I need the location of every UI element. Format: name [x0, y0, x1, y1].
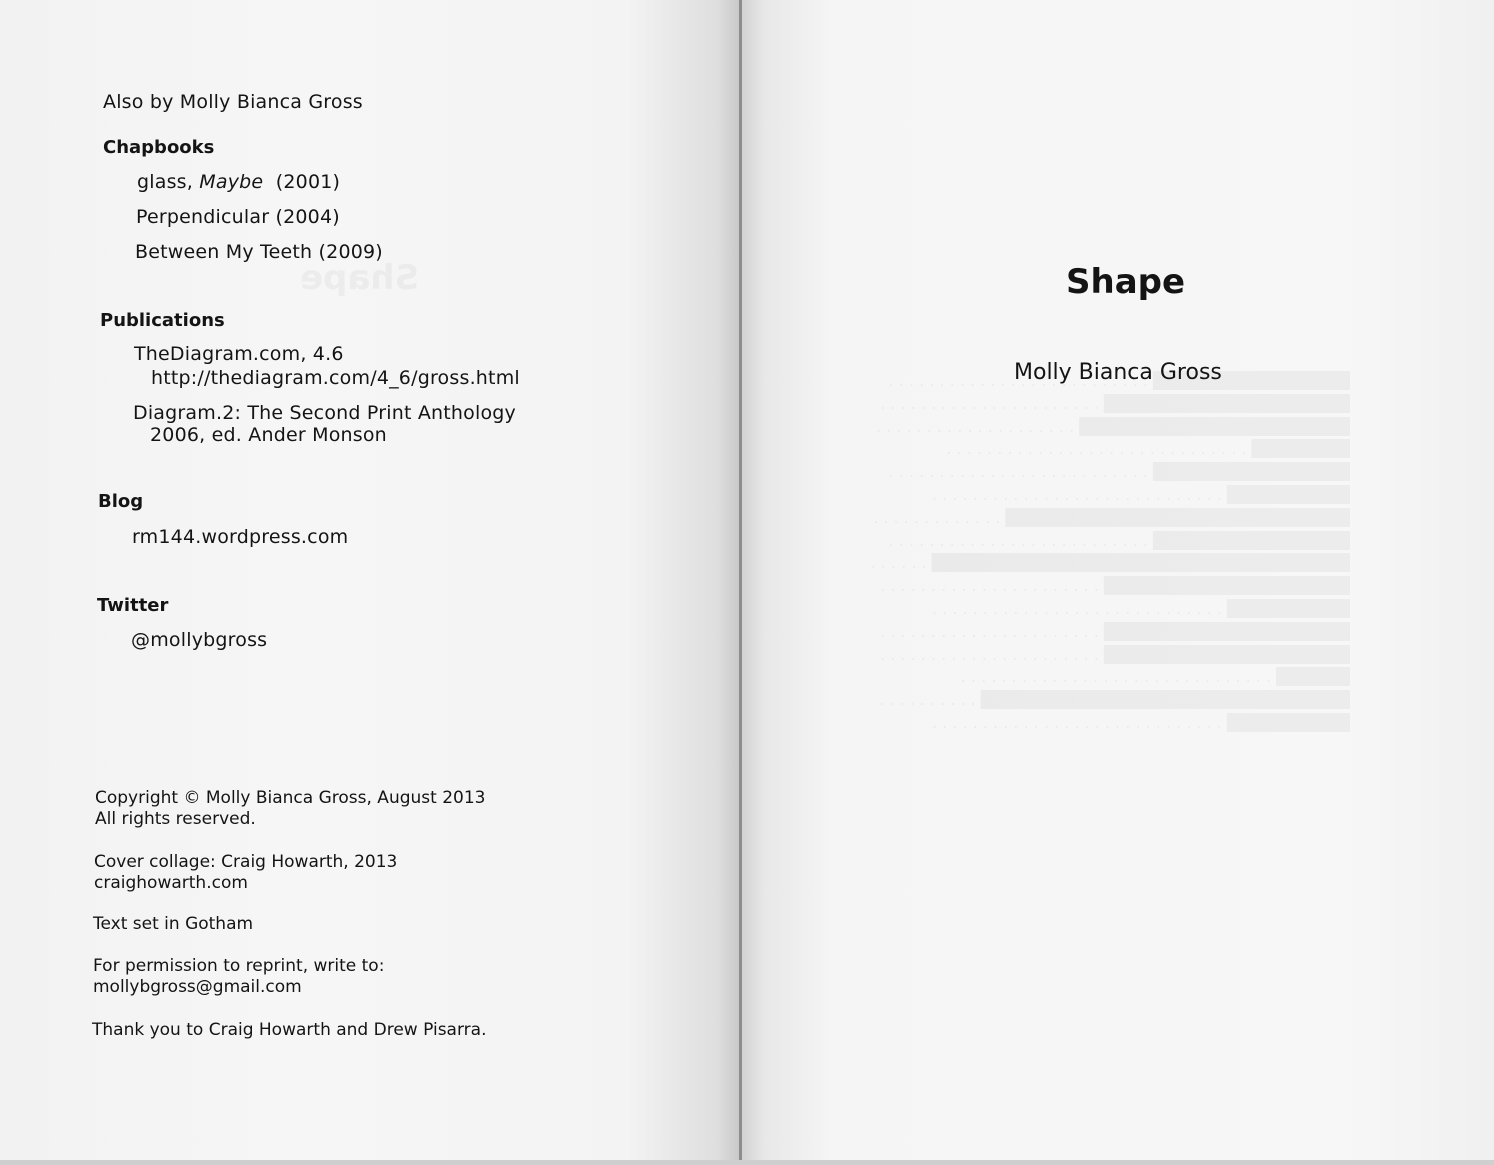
- also-by-heading: Also by Molly Bianca Gross: [103, 91, 363, 113]
- blog-url: rm144.wordpress.com: [132, 526, 349, 548]
- ghost-line: [870, 712, 1350, 735]
- book-title: Shape: [1066, 262, 1186, 302]
- cover-credit: Cover collage: Craig Howarth, 2013: [94, 852, 398, 872]
- typeface-note: Text set in Gotham: [93, 914, 254, 934]
- ghost-line: [870, 598, 1350, 621]
- chapbook-item-1-suffix: (2001): [263, 171, 341, 193]
- page-bottom-edge: [0, 1160, 1494, 1165]
- permission-note: For permission to reprint, write to:: [93, 956, 385, 976]
- chapbook-item-1-italic: Maybe: [199, 171, 264, 193]
- publication-1-title: TheDiagram.com, 4.6: [134, 343, 344, 365]
- chapbook-item-1-prefix: glass,: [137, 171, 200, 193]
- publication-2-detail: 2006, ed. Ander Monson: [150, 424, 387, 446]
- ghost-line: [870, 484, 1350, 507]
- ghost-line: [870, 416, 1350, 439]
- twitter-handle: @mollybgross: [131, 629, 268, 651]
- publication-2-title: Diagram.2: The Second Print Anthology: [133, 402, 516, 424]
- ghost-line: [870, 461, 1350, 484]
- blog-heading: Blog: [98, 491, 144, 512]
- ghost-line: [870, 438, 1350, 461]
- chapbook-item-1: [137, 171, 340, 193]
- ghost-line: [870, 666, 1350, 689]
- publications-heading: Publications: [100, 310, 225, 331]
- ghost-line: [870, 621, 1350, 644]
- cover-credit-url: craighowarth.com: [94, 873, 248, 893]
- show-through-contents: [870, 370, 1350, 735]
- ghost-line: [870, 507, 1350, 530]
- ghost-line: [870, 552, 1350, 575]
- chapbooks-heading: Chapbooks: [103, 137, 215, 158]
- show-through-title: [300, 258, 419, 298]
- chapbook-item-3: Between My Teeth (2009): [135, 241, 383, 263]
- ghost-line: [870, 689, 1350, 712]
- left-page: [0, 0, 740, 1165]
- acknowledgments: Thank you to Craig Howarth and Drew Pisarra.: [92, 1020, 487, 1040]
- twitter-heading: Twitter: [97, 595, 169, 616]
- book-author: Molly Bianca Gross: [1014, 360, 1222, 385]
- book-gutter: [739, 0, 742, 1165]
- ghost-line: [870, 575, 1350, 598]
- chapbook-item-2: Perpendicular (2004): [136, 206, 340, 228]
- rights-reserved: All rights reserved.: [95, 809, 256, 829]
- permission-email: mollybgross@gmail.com: [93, 977, 302, 997]
- copyright-line: Copyright © Molly Bianca Gross, August 2013: [95, 788, 486, 808]
- ghost-line: [870, 530, 1350, 553]
- publication-1-url: http://thediagram.com/4_6/gross.html: [151, 367, 520, 389]
- ghost-line: [870, 644, 1350, 667]
- ghost-line: [870, 393, 1350, 416]
